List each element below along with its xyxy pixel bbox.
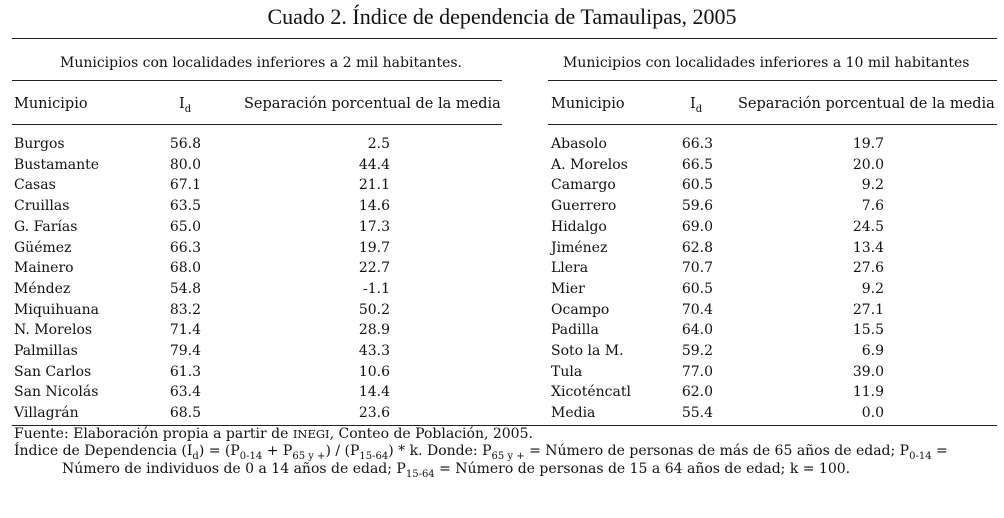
right-separacion-cell: 7.6 [861, 198, 884, 215]
left-col-id-sub: d [184, 104, 192, 115]
formula-sub-3: 15-64 [359, 451, 389, 462]
right-table-row [0, 320, 1004, 341]
right-table-row [0, 341, 1004, 362]
formula-def-3: = Número de personas de 15 a 64 años de edad; k = 100. [434, 461, 851, 477]
source-note [14, 426, 999, 443]
left-id-cell: 83.2 [169, 301, 201, 318]
source-org: INEGI [292, 427, 330, 441]
formula-note [14, 443, 999, 479]
left-municipio-cell: San Carlos [14, 363, 92, 380]
right-col-separacion: Separación porcentual de la media [738, 96, 995, 112]
right-header-rule [548, 124, 997, 125]
formula-def-2: = Número de individuos de 0 a 14 años de edad; P [62, 443, 948, 477]
right-id-cell: 60.5 [681, 177, 713, 194]
right-table-row [0, 155, 1004, 176]
formula-sub-5: 0-14 [909, 451, 932, 462]
left-id-cell: 68.0 [169, 260, 201, 277]
left-separacion-cell: 2.5 [367, 136, 390, 152]
left-separacion-cell: 43.3 [358, 343, 390, 359]
left-municipio-cell: Casas [14, 177, 56, 194]
right-id-cell: 69.0 [681, 218, 713, 235]
right-municipio-cell: Camargo [551, 177, 616, 194]
right-municipio-cell: Hidalgo [551, 218, 607, 235]
right-id-cell: 60.5 [681, 280, 713, 297]
left-group-header: Municipios con localidades inferiores a 2 mil habitantes. [60, 55, 462, 71]
left-header-rule [12, 124, 502, 125]
right-separacion-cell: 27.1 [852, 301, 884, 318]
left-group-rule [12, 80, 502, 81]
left-municipio-cell: Miquihuana [14, 301, 100, 318]
left-col-id-main: I [179, 96, 185, 112]
left-separacion-cell: -1.1 [363, 280, 390, 297]
left-id-cell: 67.1 [169, 177, 201, 194]
right-col-id [690, 95, 702, 115]
formula-def-1: = Número de personas de más de 65 años de edad; P [524, 443, 910, 459]
right-table-row [0, 362, 1004, 383]
right-id-cell: 59.2 [681, 343, 713, 359]
left-municipio-cell: Güémez [14, 239, 72, 256]
right-separacion-cell: 9.2 [861, 177, 884, 194]
left-separacion-cell: 23.6 [358, 405, 390, 422]
right-id-cell: 70.4 [681, 301, 713, 318]
left-col-id [179, 95, 191, 115]
right-municipio-cell: Soto la M. [551, 343, 624, 359]
right-separacion-cell: 19.7 [852, 136, 884, 152]
formula-k: ) * k. Donde: P [388, 443, 492, 459]
left-municipio-cell: San Nicolás [14, 384, 99, 401]
right-municipio-cell: Padilla [551, 322, 599, 339]
right-col-id-main: I [690, 96, 696, 112]
left-municipio-cell: Palmillas [14, 343, 78, 359]
right-group-header: Municipios con localidades inferiores a 10 mil habitantes [563, 55, 970, 71]
formula-plus: + P [262, 443, 293, 459]
right-col-municipio: Municipio [551, 96, 625, 112]
right-separacion-cell: 6.9 [861, 343, 884, 359]
left-id-cell: 61.3 [169, 363, 201, 380]
left-municipio-cell: Mainero [14, 260, 74, 277]
right-id-cell: 66.5 [681, 156, 713, 173]
formula-div: ) / (P [325, 443, 360, 459]
right-id-cell: 62.0 [681, 384, 713, 401]
left-id-cell: 79.4 [169, 343, 201, 359]
left-id-cell: 63.4 [169, 384, 201, 401]
right-separacion-cell: 27.6 [852, 260, 884, 277]
source-prefix: Fuente: Elaboración propia a partir de [14, 426, 293, 442]
left-id-cell: 63.5 [169, 198, 201, 215]
left-separacion-cell: 28.9 [358, 322, 390, 339]
right-table-row [0, 279, 1004, 300]
right-municipio-cell: Jiménez [551, 239, 608, 256]
right-separacion-cell: 24.5 [852, 218, 884, 235]
right-table-row [0, 403, 1004, 424]
left-municipio-cell: N. Morelos [14, 322, 93, 339]
left-id-cell: 65.0 [169, 218, 201, 235]
right-separacion-cell: 0.0 [861, 405, 884, 422]
left-municipio-cell: Méndez [14, 280, 71, 297]
right-table-row [0, 238, 1004, 259]
right-table-row [0, 258, 1004, 279]
formula-eq: ) = (P [198, 443, 240, 459]
left-id-cell: 54.8 [169, 280, 201, 297]
right-table-row [0, 300, 1004, 321]
right-table-row [0, 175, 1004, 196]
left-separacion-cell: 21.1 [358, 177, 390, 194]
left-municipio-cell: Burgos [14, 136, 65, 152]
formula-sub-6: 15-64 [405, 469, 435, 480]
right-table-row [0, 196, 1004, 217]
right-table-row [0, 217, 1004, 238]
right-municipio-cell: Mier [551, 280, 585, 297]
formula-sub-2: 65 y + [292, 451, 326, 462]
left-separacion-cell: 19.7 [358, 239, 390, 256]
right-table-row [0, 382, 1004, 403]
formula-lead: Índice de Dependencia (I [14, 443, 193, 459]
left-id-cell: 56.8 [169, 136, 201, 152]
right-id-cell: 64.0 [681, 322, 713, 339]
left-separacion-cell: 50.2 [358, 301, 390, 318]
right-municipio-cell: Abasolo [551, 136, 607, 152]
right-municipio-cell: Xicoténcatl [551, 384, 631, 401]
right-id-cell: 62.8 [681, 239, 713, 256]
left-municipio-cell: Villagrán [14, 405, 79, 422]
right-municipio-cell: Guerrero [551, 198, 617, 215]
left-separacion-cell: 10.6 [358, 363, 390, 380]
formula-sub-1: 0-14 [239, 451, 263, 462]
left-municipio-cell: G. Farías [14, 218, 78, 235]
source-suffix: , Conteo de Población, 2005. [329, 426, 533, 442]
right-municipio-cell: Media [551, 405, 596, 422]
left-id-cell: 66.3 [169, 239, 201, 256]
right-separacion-cell: 39.0 [852, 363, 884, 380]
right-municipio-cell: Tula [551, 363, 583, 380]
right-separacion-cell: 20.0 [852, 156, 884, 173]
right-municipio-cell: Llera [551, 260, 589, 277]
right-id-cell: 66.3 [681, 136, 713, 152]
right-id-cell: 55.4 [681, 405, 713, 422]
left-separacion-cell: 14.6 [358, 198, 390, 215]
right-id-cell: 77.0 [681, 363, 713, 380]
left-separacion-cell: 44.4 [358, 156, 390, 173]
left-separacion-cell: 14.4 [358, 384, 390, 401]
right-separacion-cell: 9.2 [861, 280, 884, 297]
left-municipio-cell: Cruillas [14, 198, 70, 215]
left-separacion-cell: 22.7 [358, 260, 390, 277]
left-id-cell: 80.0 [169, 156, 201, 173]
right-group-rule [548, 80, 997, 81]
right-separacion-cell: 13.4 [852, 239, 884, 256]
left-id-cell: 68.5 [169, 405, 201, 422]
left-municipio-cell: Bustamante [14, 156, 100, 173]
left-separacion-cell: 17.3 [358, 218, 390, 235]
table-notes [14, 426, 999, 479]
right-municipio-cell: Ocampo [551, 301, 610, 318]
formula-sub-d: d [192, 451, 199, 462]
right-col-id-sub: d [695, 104, 703, 115]
right-id-cell: 59.6 [681, 198, 713, 215]
formula-sub-4: 65 y + [491, 451, 525, 462]
right-separacion-cell: 11.9 [852, 384, 884, 401]
right-id-cell: 70.7 [681, 260, 713, 277]
right-municipio-cell: A. Morelos [551, 156, 628, 173]
top-rule [12, 38, 997, 39]
left-col-separacion: Separación porcentual de la media [244, 96, 501, 112]
right-table-row [0, 134, 1004, 155]
left-id-cell: 71.4 [169, 322, 201, 339]
table-title: Cuado 2. Índice de dependencia de Tamaulipas, 2005 [267, 4, 737, 29]
right-separacion-cell: 15.5 [852, 322, 884, 339]
left-col-municipio: Municipio [14, 96, 88, 112]
